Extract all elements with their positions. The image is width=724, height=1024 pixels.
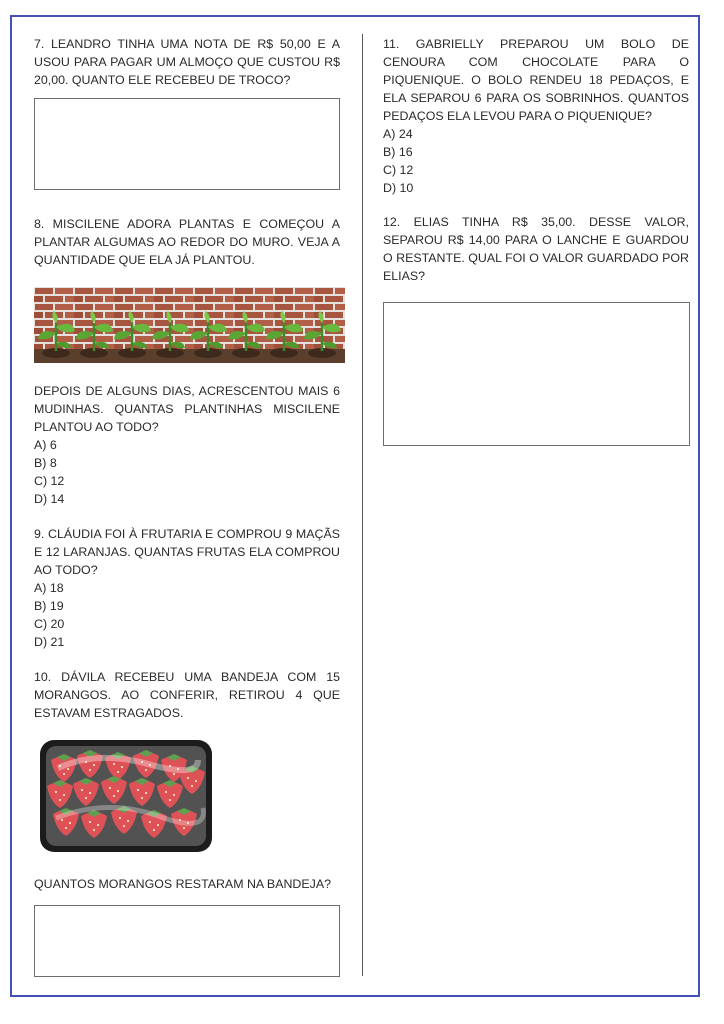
question-8-text-2: DEPOIS DE ALGUNS DIAS, ACRESCENTOU MAIS 6 MUDINHAS. QUANTAS PLANTINHAS MISCILENE PLANTOU AO TODO?: [34, 384, 340, 434]
question-10-text: 10. DÁVILA RECEBEU UMA BANDEJA COM 15 MORANGOS. AO CONFERIR, RETIROU 4 QUE ESTAVAM ESTRAGADOS.: [34, 670, 340, 720]
question-12: [383, 213, 689, 285]
question-8-option-d[interactable]: D) 14: [34, 492, 65, 506]
question-11-option-a[interactable]: A) 24: [383, 127, 413, 141]
question-11-option-c[interactable]: C) 12: [383, 163, 414, 177]
question-9-text: 9. CLÁUDIA FOI À FRUTARIA E COMPROU 9 MAÇÃS E 12 LARANJAS. QUANTAS FRUTAS ELA COMPROU AO TODO?: [34, 527, 340, 577]
question-11-option-b[interactable]: B) 16: [383, 145, 413, 159]
question-7-text: 7. LEANDRO TINHA UMA NOTA DE R$ 50,00 E A USOU PARA PAGAR UM ALMOÇO QUE CUSTOU R$ 20,00. QUANTO ELE RECEBEU DE TROCO?: [34, 37, 340, 87]
question-11: [383, 35, 689, 197]
question-9-option-c[interactable]: C) 20: [34, 617, 65, 631]
question-9-options: [34, 579, 340, 651]
question-11-option-d[interactable]: D) 10: [383, 181, 414, 195]
wall-plants-image: [34, 287, 345, 363]
question-9-option-b[interactable]: B) 19: [34, 599, 64, 613]
tray-of-strawberries-icon: [38, 738, 214, 854]
question-8-options: [34, 436, 340, 508]
column-divider: [362, 34, 363, 976]
strawberry-tray-image: [38, 738, 214, 854]
question-9: [34, 525, 340, 651]
question-8-option-b[interactable]: B) 8: [34, 456, 57, 470]
brick-wall-with-seedlings-icon: [34, 287, 345, 363]
question-8-part-2: [34, 382, 340, 508]
question-7: [34, 35, 340, 89]
question-10: [34, 668, 340, 722]
answer-box-10[interactable]: [34, 905, 340, 977]
question-11-text: 11. GABRIELLY PREPAROU UM BOLO DE CENOURA COM CHOCOLATE PARA O PIQUENIQUE. O BOLO RENDEU 18 PEDAÇOS, E ELA SEPAROU 6 PARA OS SOBRINHOS. QUANTOS PEDAÇOS ELA LEVOU PARA O PIQUENIQUE?: [383, 37, 689, 123]
question-9-option-a[interactable]: A) 18: [34, 581, 64, 595]
question-8-option-c[interactable]: C) 12: [34, 474, 65, 488]
question-8-text: 8. MISCILENE ADORA PLANTAS E COMEÇOU A PLANTAR ALGUMAS AO REDOR DO MURO. VEJA A QUANTIDADE QUE ELA JÁ PLANTOU.: [34, 217, 340, 267]
question-11-options: [383, 125, 689, 197]
question-10-text-2: QUANTOS MORANGOS RESTARAM NA BANDEJA?: [34, 877, 331, 891]
question-8: [34, 215, 340, 269]
answer-box-12[interactable]: [383, 302, 690, 446]
answer-box-7[interactable]: [34, 98, 340, 190]
question-8-option-a[interactable]: A) 6: [34, 438, 57, 452]
question-10-part-2: [34, 875, 340, 893]
question-9-option-d[interactable]: D) 21: [34, 635, 65, 649]
question-12-text: 12. ELIAS TINHA R$ 35,00. DESSE VALOR, SEPAROU R$ 14,00 PARA O LANCHE E GUARDOU O RESTANTE. QUAL FOI O VALOR GUARDADO POR ELIAS?: [383, 215, 689, 283]
